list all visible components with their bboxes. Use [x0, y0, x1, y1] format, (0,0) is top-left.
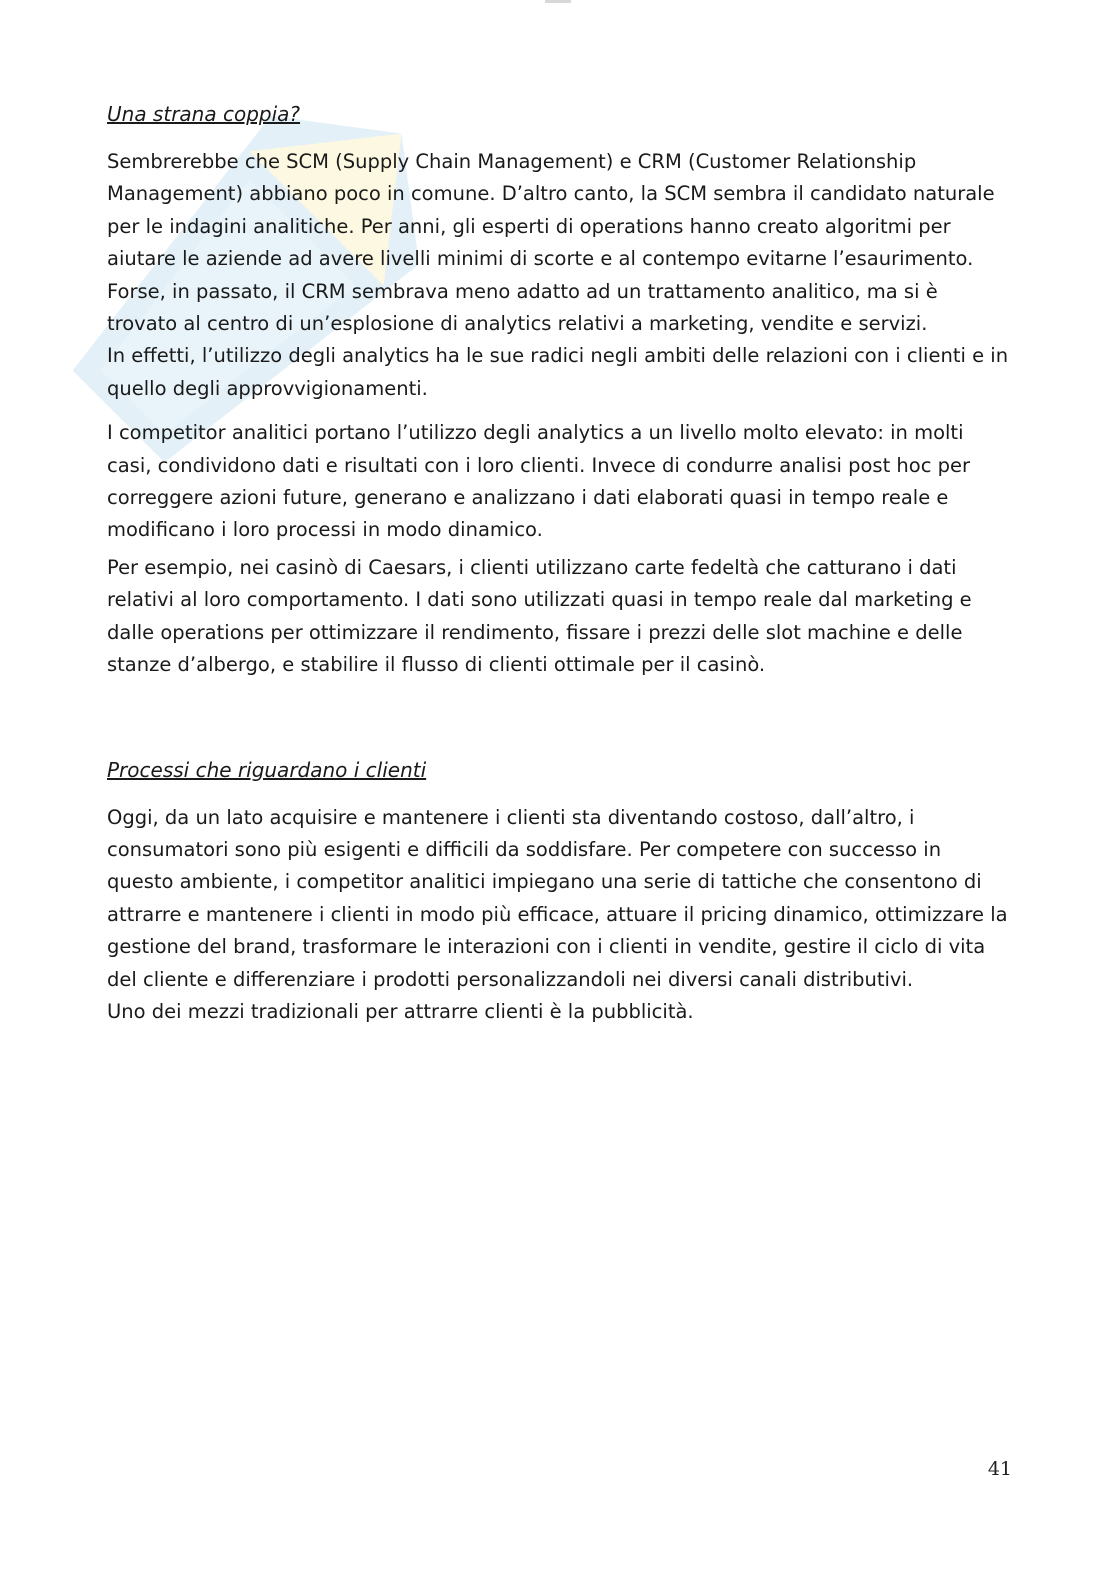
paragraph: Oggi, da un lato acquisire e mantenere i clienti sta diventando costoso, dall’altro, i consumatori sono più esigenti e difficili da soddisfare. Per competere con successo in questo ambiente, i competitor analitici impiegano una serie di tattiche che consentono di attrarre e mantenere i clienti in modo più efficace, attuare il pricing dinamico, ottimizzare la gestione del brand, trasformare le interazioni con i clienti in vendite, gestire il ciclo di vita del cliente e differenziare i prodotti personalizzandoli nei diversi canali distributivi. — [107, 805, 1008, 991]
paragraph: Uno dei mezzi tradizionali per attrarre clienti è la pubblicità. — [107, 999, 694, 1023]
header-mark — [545, 0, 571, 3]
section-processi-clienti — [107, 756, 1012, 1029]
paragraph: Sembrerebbe che SCM (Supply Chain Management) e CRM (Customer Relationship Management) abbiano poco in comune. D’altro canto, la SCM sembra il candidato naturale per le indagini analitiche. Per anni, gli esperti di operations hanno creato algoritmi per aiutare le aziende ad avere livelli minimi di scorte e al contempo evitarne l’esaurimento. Forse, in passato, il CRM sembrava meno adatto ad un trattamento analitico, ma si è trovato al centro di un’esplosione di analytics relativi a marketing, vendite e servizi. — [107, 150, 995, 336]
paragraph: In effetti, l’utilizzo degli analytics ha le sue radici negli ambiti delle relazioni con i clienti e in quello degli approvvigionamenti. — [107, 344, 1009, 400]
document-body — [107, 100, 1012, 1028]
page-number: 41 — [987, 1458, 1012, 1480]
paragraph: Per esempio, nei casinò di Caesars, i clienti utilizzano carte fedeltà che catturano i dati relativi al loro comportamento. I dati sono utilizzati quasi in tempo reale dal marketing e dalle operations per ottimizzare il rendimento, fissare i prezzi delle slot machine e delle stanze d’albergo, e stabilire il flusso di clienti ottimale per il casinò. — [107, 555, 972, 677]
section-heading: Una strana coppia? — [107, 102, 301, 126]
paragraph: I competitor analitici portano l’utilizzo degli analytics a un livello molto elevato: in molti casi, condividono dati e risultati con i loro clienti. Invece di condurre analisi post hoc per correggere azioni future, generano e analizzano i dati elaborati quasi in tempo reale e modificano i loro processi in modo dinamico. — [107, 421, 971, 542]
section-una-strana-coppia — [107, 100, 1012, 682]
section-heading: Processi che riguardano i clienti — [107, 757, 427, 782]
